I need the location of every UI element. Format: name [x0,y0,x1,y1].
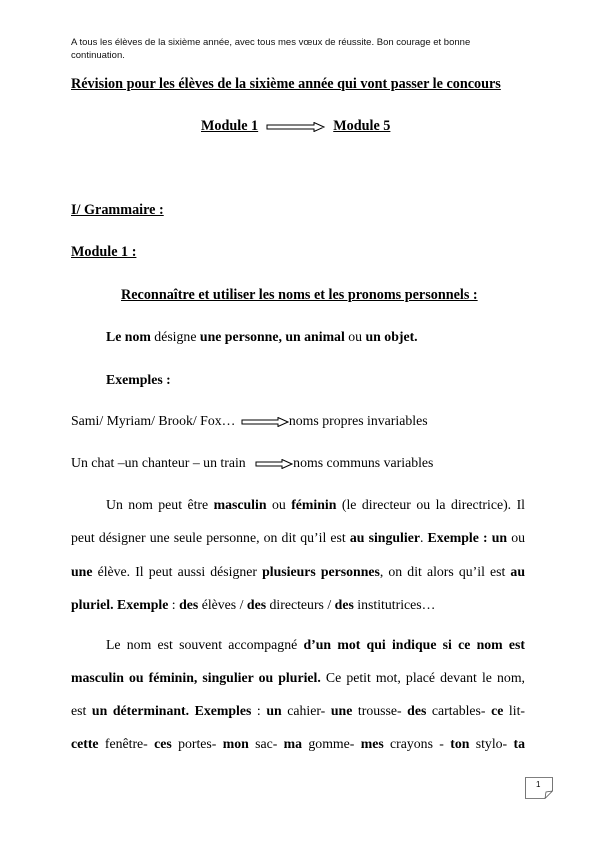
module-heading: Module 1 : [71,244,137,260]
bold-run: un [266,703,282,718]
text-run: sac- [248,736,284,751]
example-words: Sami/ Myriam/ Brook/ Fox… [71,413,236,428]
text-run: cahier- [281,703,331,718]
bold-run: des [334,597,354,612]
bold-run: ces [154,736,172,751]
definition-term: Le nom [106,329,151,344]
double-arrow-icon [266,122,326,132]
paragraph-line [71,670,525,686]
example-result: noms propres invariables [288,413,428,428]
page-number: 1 [536,780,541,789]
example-proper-nouns [71,413,428,429]
bold-run: d’un mot qui indique si ce nom est [303,637,525,652]
section-grammar-heading: I/ Grammaire : [71,202,164,218]
text-run: crayons - [383,736,451,751]
text-run: , on dit alors qu’il est [379,564,511,579]
bold-run: des [407,703,427,718]
lesson-title: Reconnaître et utiliser les noms et les pronoms personnels : [121,287,478,303]
module-from: Module 1 [201,118,259,134]
bold-run: féminin [291,497,337,512]
bold-run: masculin [213,497,267,512]
text-run: institutrices… [353,597,436,612]
example-words: Un chat –un chanteur – un train [71,455,246,470]
text-run: directeurs / [266,597,335,612]
examples-label: Exemples : [106,372,171,387]
bold-run: ton [450,736,470,751]
paragraph-line [71,736,525,752]
definition-bold: un objet. [365,329,418,344]
text-run: cartables- [426,703,492,718]
bold-run: masculin ou féminin, singulier ou pluriel. [71,670,321,685]
bold-run: Exemple : un [427,530,508,545]
noun-definition [106,329,418,345]
definition-bold: une personne, un animal [199,329,345,344]
definition-text: ou [344,329,366,344]
text-run: fenêtre- [98,736,155,751]
text-run: portes- [171,736,223,751]
text-run: est [71,703,92,718]
text-run: lit- [503,703,526,718]
example-common-nouns [71,455,433,471]
text-run: Ce petit mot, placé devant le nom, [320,670,525,685]
paragraph-line [71,530,525,546]
text-run: ou [266,497,292,512]
page-title: Révision pour les élèves de la sixième année qui vont passer le concours [71,76,501,92]
definition-text: désigne [150,329,200,344]
text-run: : [251,703,267,718]
text-run: Un nom peut être [106,497,214,512]
text-run: . [419,530,428,545]
bold-run: un déterminant. Exemples [91,703,252,718]
bold-run: une [330,703,353,718]
example-result: noms communs variables [293,455,434,470]
double-arrow-icon [255,459,293,469]
header-note: A tous les élèves de la sixième année, avec tous mes vœux de réussite. Bon courage et bonne continuation. [71,37,471,61]
text-run: Le nom est souvent accompagné [106,637,304,652]
bold-run: au [510,564,525,579]
bold-run: cette [71,736,99,751]
bold-run: mes [360,736,384,751]
bold-run: ce [491,703,504,718]
paragraph-line [71,703,525,719]
bold-run: plusieurs personnes [262,564,380,579]
text-run: élèves / [198,597,247,612]
paragraph-line [71,597,435,613]
text-run: peut désigner une seule personne, on dit qu’il est [71,530,350,545]
bold-run: ta [513,736,525,751]
text-run: élève. Il peut aussi désigner [92,564,263,579]
text-run: trousse- [352,703,408,718]
module-to: Module 5 [333,118,391,134]
paragraph-line [71,564,525,580]
bold-run: mon [222,736,249,751]
text-run: gomme- [302,736,361,751]
bold-run: des [179,597,199,612]
bold-run: des [246,597,267,612]
paragraph-line [106,497,525,513]
text-run: (le directeur ou la directrice). Il [336,497,525,512]
module-range [201,118,390,135]
text-run: : [168,597,180,612]
double-arrow-icon [241,417,289,427]
text-run: ou [507,530,525,545]
paragraph-line [106,637,525,653]
text-run: stylo- [469,736,514,751]
bold-run: pluriel. Exemple [71,597,169,612]
bold-run: au singulier [349,530,420,545]
bold-run: une [71,564,93,579]
bold-run: ma [283,736,303,751]
